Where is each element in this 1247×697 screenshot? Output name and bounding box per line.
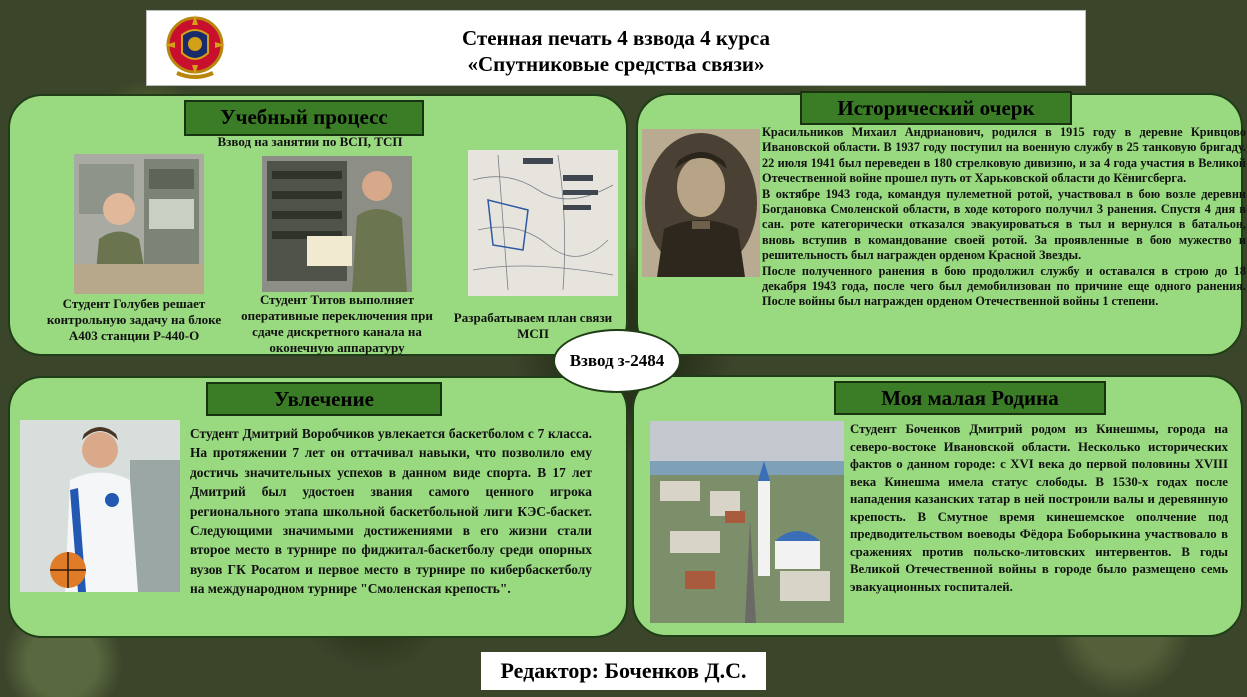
homeland-text: Студент Боченков Дмитрий родом из Кинешмы, города на северо-востоке Ивановской области. Несколько исторических фактов о данном городе: с XVI века до первой половины XVIII века Кинешма имела статус слободы. В 1530-х годах после нападения казанских татар в ней построили валы и деревянную крепость. В Смутное время кинешемское ополчение под предводительством воеводы Фёдора Боборыкина участвовало в сражениях против польско-литовских интервентов. В годы Великой Отечественной войны в городе было размещено семь эвакуационных госпиталей. (850, 422, 1228, 594)
page-title (147, 25, 1085, 77)
history-portrait (642, 129, 760, 277)
homeland-photo (650, 421, 844, 623)
study-caption-2: Студент Титов выполняет оперативные переключения при сдаче дискретного канала на оконечную аппаратуру (241, 292, 433, 355)
history-paragraph-2: В октябре 1943 года, командуя пулеметной ротой, участвовал в бою возле деревни Богдановка Смоленской области, в ходе которого получил 3 ранения. Спустя 4 дня в сан. роте категорически отказался эвакуироваться в тыл и вернулся в батальон, вновь вступив в командование своей ротой. За проявленные в бою мужество и решительность был награжден орденом Красной Звезды. (762, 186, 1246, 263)
homeland-panel (632, 375, 1243, 637)
title-line-2: «Спутниковые средства связи» (467, 52, 765, 76)
title-line-1: Стенная печать 4 взвода 4 курса (461, 26, 770, 50)
history-heading: Исторический очерк (800, 91, 1072, 125)
study-caption-1: Студент Голубев решает контрольную задачу на блоке А403 станции Р-440-О (46, 296, 222, 343)
hobby-photo (20, 420, 180, 592)
history-text (762, 125, 1246, 310)
hobby-panel (8, 376, 628, 638)
platoon-badge: Взвод з-2484 (553, 329, 681, 393)
study-subtitle: Взвод на занятии по ВСП, ТСП (217, 134, 403, 149)
study-photo-2 (262, 156, 412, 292)
study-heading: Учебный процесс (184, 100, 424, 136)
history-paragraph-1: Красильников Михаил Андрианович, родился в 1915 году в деревне Кривцово Ивановской области. В 1937 году поступил на военную службу в 25 танковую бригаду. 22 июля 1941 был переведен в 180 стрелковую дивизию, и за 4 года участия в Великой Отечественной войне прошел путь от Харьковской области до Кёнигсберга. (762, 125, 1246, 186)
editor-credit: Редактор: Боченков Д.С. (481, 652, 766, 690)
header-banner (146, 10, 1086, 86)
study-photo-1 (74, 154, 204, 294)
homeland-heading: Моя малая Родина (834, 381, 1106, 415)
hobby-heading: Увлечение (206, 382, 442, 416)
history-panel (636, 93, 1246, 356)
history-paragraph-3: После полученного ранения в бою продолжил службу и оставался в строю до 18 декабря 1943 года, после чего был демобилизован по причине еще одного ранения. После войны был награжден орденом Отечественной войны 1 степени. (762, 263, 1246, 309)
hobby-text: Студент Дмитрий Воробчиков увлекается баскетболом с 7 класса. На протяжении 7 лет он оттачивал навыки, что позволило ему достичь значительных успехов в данном виде спорта. В 17 лет Дмитрий был удостоен звания самого ценного игрока регионального этапа школьной баскетбольной лиги КЭС-баскет. Следующими значимыми достижениями в его жизни стали второе место в турнире по фиджитал-баскетболу среди опорных вузов ГК Росатом и первое место в турнире по кибербаскетболу на международном турнире "Смоленская крепость". (190, 426, 592, 597)
study-photo-3 (468, 150, 618, 296)
study-caption-3: Разрабатываем план связи МСП (453, 310, 613, 341)
study-panel (8, 94, 628, 356)
